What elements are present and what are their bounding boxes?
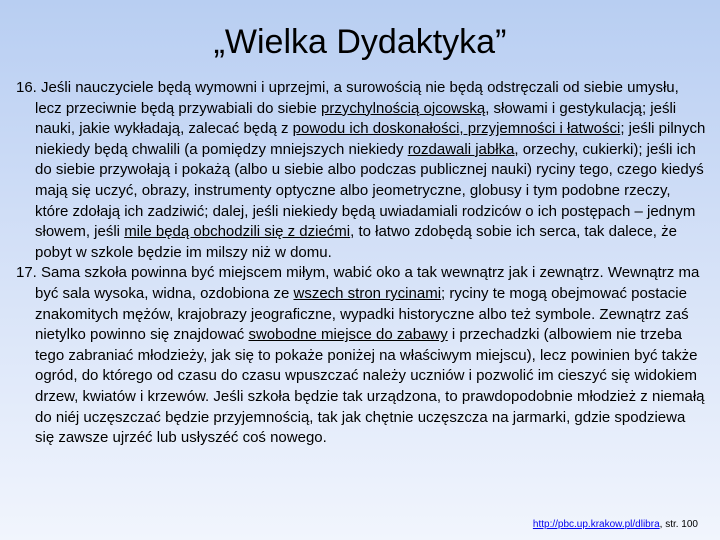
paragraph-text: ; ryciny te mogą obejmować postacie znakomitych mężów, krajobrazy jeograficzne, wypadki historyczne albo też symbole. Zewnątrz zaś nietylko powinno się znajdować: [35, 284, 689, 344]
paragraph-text: ; jeśli pilnych niekiedy będą chwalili (a pomiędzy mniejszych niekiedy: [35, 120, 706, 158]
source-page: , str. 100: [659, 519, 698, 530]
paragraph-text: , orzechy, cukierki); jeśli ich do siebie przywołają i pokażą (albo u siebie albo podczas publicznej nauki) ryciny tego, czego kiedyś mają się uczyć, obrazy, instrumenty optyczne albo jeometryczne, globusy i tym podobne rzeczy, które zdołają ich zadziwić; dalej, jeśli niekiedy będą uwiadamiali rodziców o ich postępach – jednym słowem, jeśli: [35, 140, 704, 241]
quote-content: [16, 78, 706, 449]
paragraph-text: , to łatwo zdobędą sobie ich serca, tak dalece, że pobyt w szkole będzie im milszy niż w domu.: [35, 223, 677, 261]
paragraph-text: i przechadzki (albowiem nie trzeba tego zabraniać młodzieży, jak się to pokaże poniżej na właściwym miejscu), lecz powinien być także ogród, do którego od czasu do czasu wpuszczać należy uczniów i pozwolić im cieszyć się widokiem drzew, kwiatów i krzewów. Jeśli szkoła będzie tak urządzona, to prawdopodobnie młodzież z niemałą do niéj uczęszczać będzie przyjemnością, tak jak chętnie uczęszcza na jarmarki, gdzie spodziewa się zawsze ujrzéć lub usłyszéć coś nowego.: [35, 326, 705, 447]
underlined-phrase: przychylnością ojcowską: [320, 99, 486, 117]
paragraph-text: , słowami i gestykulacją; jeśli nauki, jakie wykładają, zalecać będą z: [35, 99, 677, 138]
paragraph-text: 16. Jeśli nauczyciele będą wymowni i uprzejmi, a surowością nie będą odstręczali od siebie umysłu, lecz przeciwnie będą przywabiali do siebie: [16, 79, 679, 117]
slide-title: „Wielka Dydaktyka”: [213, 23, 507, 61]
source-citation: [533, 519, 698, 530]
underlined-phrase: powodu ich doskonałości, przyjemności i łatwości: [292, 120, 621, 138]
underlined-phrase: rozdawali jabłka: [407, 140, 515, 158]
paragraph-16: [16, 78, 706, 263]
paragraph-17: [16, 263, 706, 448]
underlined-phrase: mile będą obchodzili się z dziećmi: [124, 223, 351, 241]
paragraph-text: 17. Sama szkoła powinna być miejscem miłym, wabić oko a tak wewnątrz jak i zewnątrz. Wewnątrz ma być sala wysoka, widna, ozdobiona ze: [16, 264, 700, 302]
underlined-phrase: swobodne miejsce do zabawy: [248, 326, 448, 344]
source-link[interactable]: http://pbc.up.krakow.pl/dlibra: [532, 519, 660, 530]
underlined-phrase: wszech stron rycinami: [293, 284, 442, 302]
